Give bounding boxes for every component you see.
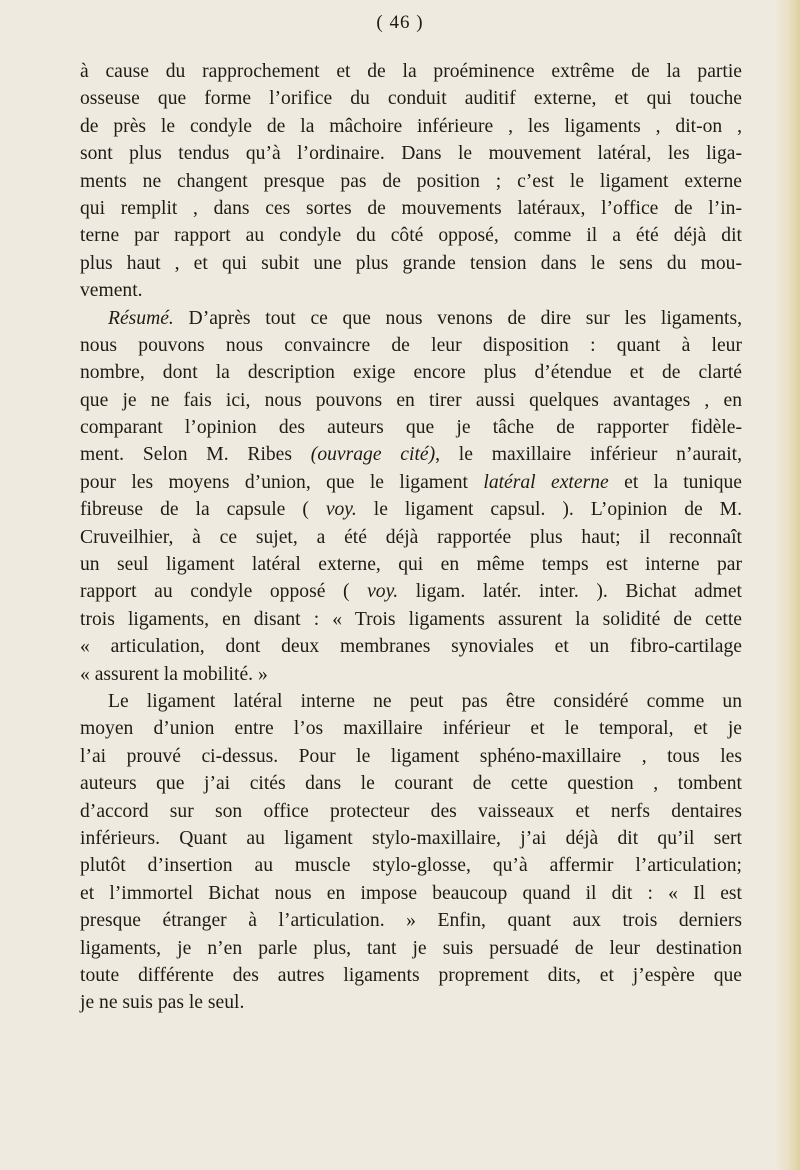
text-segment: un seul ligament latéral externe, qui en même temps est interne par [80, 554, 742, 576]
text-line [80, 277, 742, 304]
page-number: ( 46 ) [376, 12, 424, 33]
text-line [80, 880, 742, 907]
text-line [80, 798, 742, 825]
text-line [80, 387, 742, 414]
text-segment: vement. [80, 280, 143, 302]
text-segment: comparant l’opinion des auteurs que je tâche de rapporter fidèle- [80, 417, 742, 439]
text-line [80, 222, 742, 249]
text-line [80, 58, 742, 85]
text-line [80, 907, 742, 934]
text-segment: osseuse que forme l’orifice du conduit auditif externe, et qui touche [80, 88, 742, 110]
text-segment: nous pouvons nous convaincre de leur disposition : quant à leur [80, 334, 742, 356]
text-segment: moyen d’union entre l’os maxillaire inférieur et le temporal, et je [80, 718, 742, 740]
text-segment: ment. Selon M. Ribes [80, 444, 311, 466]
italic-text: voy. [367, 581, 399, 603]
text-segment: ligam. latér. inter. ). Bichat admet [398, 581, 742, 603]
text-line [80, 661, 742, 688]
text-segment: terne par rapport au condyle du côté opposé, comme il a été déjà dit [80, 225, 742, 247]
text-line [80, 633, 742, 660]
text-segment: presque étranger à l’articulation. » Enfin, quant aux trois derniers [80, 910, 742, 932]
text-segment: je ne suis pas le seul. [80, 992, 245, 1014]
text-segment: plus haut , et qui subit une plus grande tension dans le sens du mou- [80, 252, 742, 274]
text-segment: sont plus tendus qu’à l’ordinaire. Dans le mouvement latéral, les liga- [80, 143, 742, 165]
text-line [80, 305, 742, 332]
text-segment: inférieurs. Quant au ligament stylo-maxillaire, j’ai déjà dit qu’il sert [80, 827, 742, 849]
text-segment: , le maxillaire inférieur n’aurait, [435, 444, 742, 466]
text-segment: D’après tout ce que nous venons de dire sur les ligaments, [173, 307, 742, 329]
text-line [80, 250, 742, 277]
text-segment: auteurs que j’ai cités dans le courant de cette question , tombent [80, 773, 742, 795]
text-line [80, 551, 742, 578]
italic-text: latéral externe [483, 471, 609, 493]
text-line [80, 441, 742, 468]
text-line [80, 962, 742, 989]
italic-text: voy. [325, 499, 357, 521]
text-segment: et l’immortel Bichat nous en impose beaucoup quand il dit : « Il est [80, 882, 742, 904]
text-line [80, 140, 742, 167]
text-line [80, 770, 742, 797]
text-segment: trois ligaments, en disant : « Trois ligaments assurent la solidité de cette [80, 608, 742, 630]
text-line [80, 168, 742, 195]
text-line [80, 85, 742, 112]
italic-text: Résumé. [108, 307, 174, 329]
text-segment: Le ligament latéral interne ne peut pas être considéré comme un [108, 690, 742, 712]
text-segment: rapport au condyle opposé ( [80, 581, 368, 603]
text-line [80, 524, 742, 551]
text-segment: « assurent la mobilité. » [80, 663, 268, 685]
text-segment: fibreuse de la capsule ( [80, 499, 326, 521]
text-line [80, 332, 742, 359]
text-line [80, 688, 742, 715]
text-line [80, 195, 742, 222]
text-segment: nombre, dont la description exige encore plus d’étendue et de clarté [80, 362, 742, 384]
text-line [80, 496, 742, 523]
text-line [80, 113, 742, 140]
text-line [80, 359, 742, 386]
text-segment: le ligament capsul. ). L’opinion de M. [356, 499, 742, 521]
text-segment: de près le condyle de la mâchoire inférieure , les ligaments , dit-on , [80, 115, 742, 137]
text-segment: ligaments, je n’en parle plus, tant je suis persuadé de leur destination [80, 937, 742, 959]
text-line [80, 578, 742, 605]
body-text [80, 58, 742, 1017]
text-line [80, 935, 742, 962]
text-line [80, 852, 742, 879]
text-segment: Cruveilhier, à ce sujet, a été déjà rapportée plus haut; il reconnaît [80, 526, 742, 548]
text-line [80, 715, 742, 742]
text-segment: ments ne changent presque pas de position ; c’est le ligament externe [80, 170, 742, 192]
text-segment: d’accord sur son office protecteur des vaisseaux et nerfs dentaires [80, 800, 742, 822]
text-line [80, 606, 742, 633]
text-segment: toute différente des autres ligaments proprement dits, et j’espère que [80, 964, 742, 986]
text-segment: l’ai prouvé ci-dessus. Pour le ligament sphéno-maxillaire , tous les [80, 745, 742, 767]
text-line [80, 743, 742, 770]
italic-text: (ouvrage cité) [310, 444, 436, 466]
text-segment: pour les moyens d’union, que le ligament [80, 471, 484, 493]
text-segment: et la tunique [608, 471, 742, 493]
text-line [80, 414, 742, 441]
text-line [80, 469, 742, 496]
text-line [80, 989, 742, 1016]
text-segment: « articulation, dont deux membranes synoviales et un fibro-cartilage [80, 636, 742, 658]
text-segment: plutôt d’insertion au muscle stylo-glosse, qu’à affermir l’articulation; [80, 855, 742, 877]
text-segment: à cause du rapprochement et de la proéminence extrême de la partie [80, 61, 742, 82]
text-segment: que je ne fais ici, nous pouvons en tirer aussi quelques avantages , en [80, 389, 742, 411]
page-edge-stain [774, 0, 800, 1170]
text-line [80, 825, 742, 852]
text-segment: qui remplit , dans ces sortes de mouvements latéraux, l’office de l’in- [80, 197, 742, 219]
